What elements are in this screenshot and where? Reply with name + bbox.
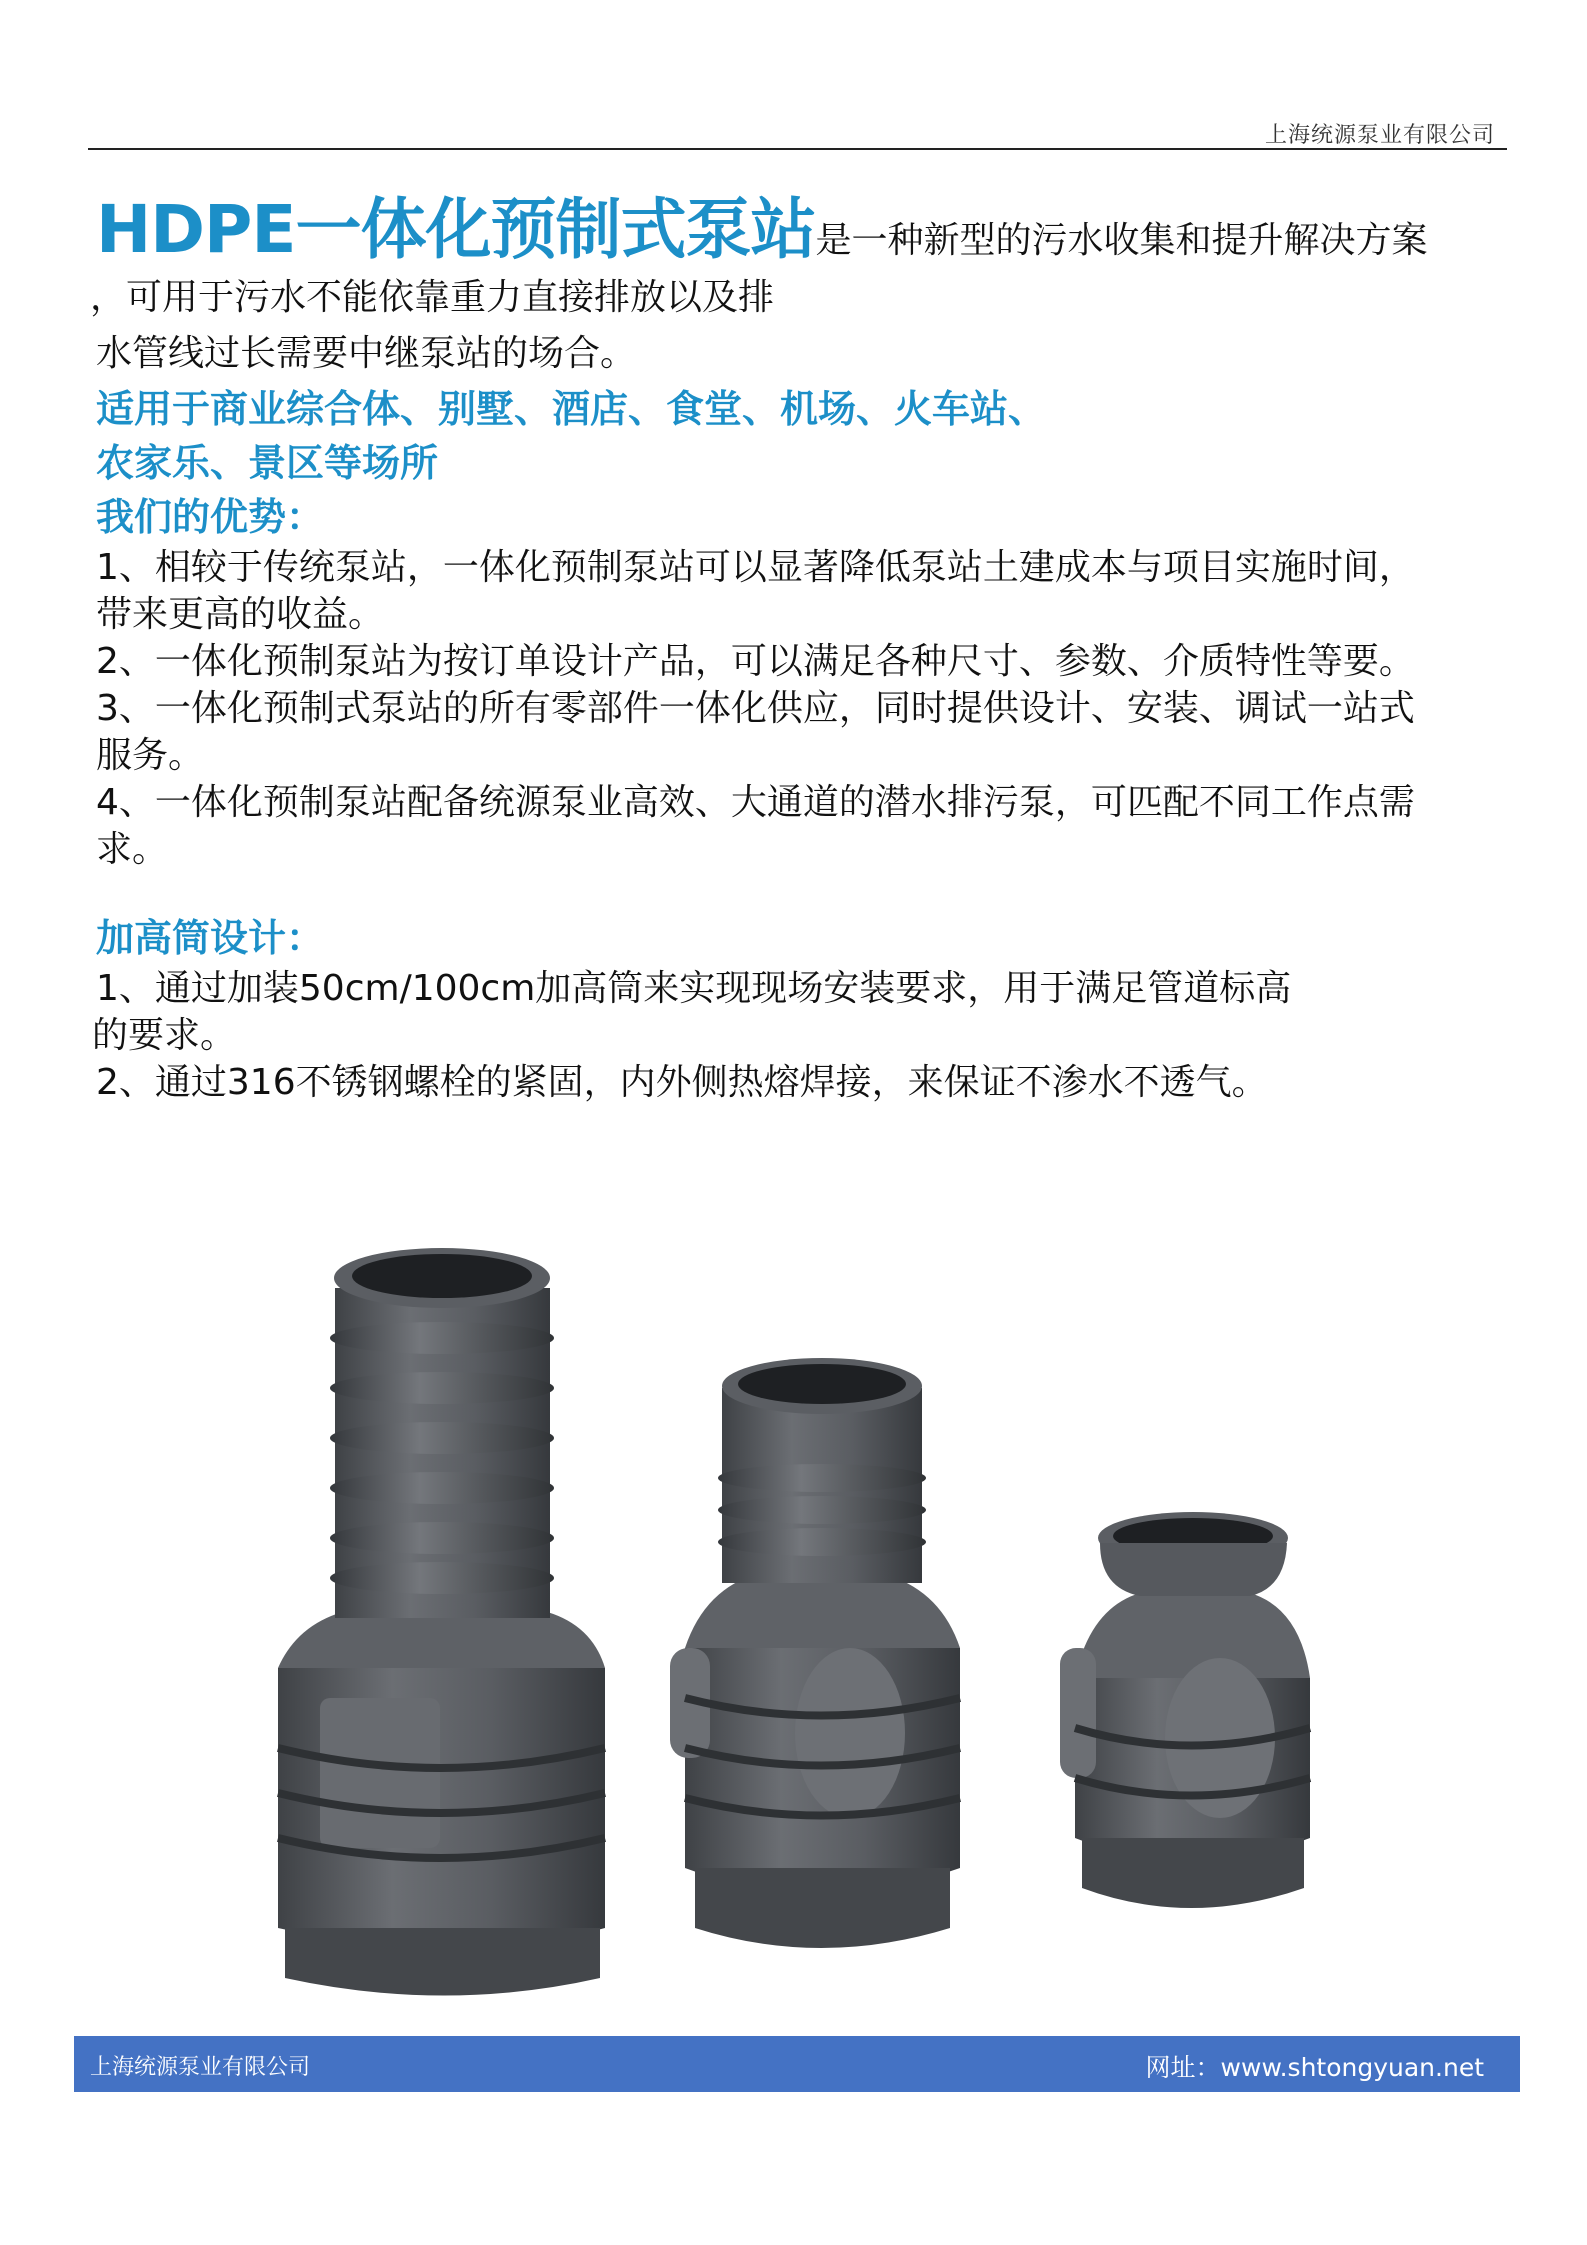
advantage-item: 带来更高的收益。 [96,594,385,635]
advantage-item: 服务。 [96,735,205,776]
extension-heading: 加高筒设计： [96,916,325,960]
advantages-heading: 我们的优势： [96,495,325,539]
extension-item: 1、通过加装50cm/100cm加高筒来实现现场安装要求，用于满足管道标高 [96,968,1292,1009]
intro-line-1 [96,190,1496,270]
intro-line-2: ，可用于污水不能依靠重力直接排放以及排 [90,277,775,318]
advantage-item: 4、一体化预制泵站配备统源泵业高效、大通道的潜水排污泵，可匹配不同工作点需 [96,782,1415,823]
extension-item: 的要求。 [92,1015,237,1056]
intro-line-3: 水管线过长需要中继泵站的场合。 [96,333,637,374]
advantage-item: 3、一体化预制式泵站的所有零部件一体化供应，同时提供设计、安装、调试一站式 [96,688,1415,729]
tall-pump-station [278,1248,605,1996]
header-company-name: 上海统源泵业有限公司 [1264,123,1495,148]
main-content [90,190,1496,1106]
footer-company-name: 上海统源泵业有限公司 [90,2055,311,2080]
medium-pump-station [670,1358,960,1948]
header-divider [88,148,1507,150]
intro-paragraph [90,190,1496,382]
intro-line-1-rest: 是一种新型的污水收集和提升解决方案 [815,220,1428,261]
advantage-item: 求。 [96,829,169,870]
footer-bar [74,2036,1520,2092]
footer-website[interactable]: 网址：www.shtongyuan.net [1145,2053,1484,2082]
advantage-item: 1、相较于传统泵站，一体化预制泵站可以显著降低泵站土建成本与项目实施时间， [96,547,1415,588]
product-title: HDPE一体化预制式泵站 [96,191,816,268]
applicable-line-1: 适用于商业综合体、别墅、酒店、食堂、机场、火车站、 [96,387,1047,431]
applicable-line-2: 农家乐、景区等场所 [96,441,439,485]
short-pump-station [1060,1512,1310,1908]
extension-item: 2、通过316不锈钢螺栓的紧固，内外侧热熔焊接，来保证不渗水不透气。 [96,1062,1268,1103]
pump-station-products-image [260,1228,1380,1998]
advantage-item: 2、一体化预制泵站为按订单设计产品，可以满足各种尺寸、参数、介质特性等要。 [96,641,1415,682]
section-gap [96,873,1496,911]
